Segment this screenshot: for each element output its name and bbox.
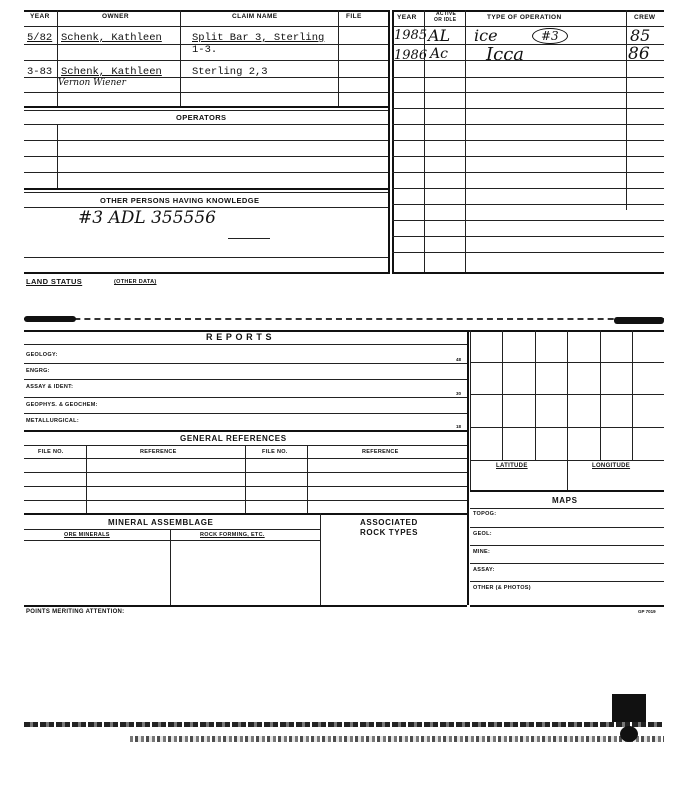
op-row-1-year: 1985 — [394, 28, 428, 43]
separator-right-cap — [614, 317, 664, 324]
op-row-2-status: Ac — [430, 46, 448, 62]
maps-topog: TOPOG: — [473, 511, 497, 517]
op-row-2-year: 1986 — [394, 48, 428, 63]
owner-row-2-year: 3-83 — [27, 66, 53, 78]
report-geology-label: GEOLOGY: — [26, 352, 58, 358]
report-metallurgical-label: METALLURGICAL: — [26, 418, 79, 424]
general-references-heading: GENERAL REFERENCES — [180, 434, 287, 443]
longitude-label: LONGITUDE — [592, 463, 631, 469]
op-row-1-crew: 85 — [630, 26, 651, 45]
land-status-sublabel: (OTHER DATA) — [114, 279, 157, 285]
mineral-assemblage-heading: MINERAL ASSEMBLAGE — [108, 518, 214, 527]
maps-mine: MINE: — [473, 549, 491, 555]
scan-dark-blob — [620, 726, 638, 742]
op-row-1-circled: #3 — [532, 28, 568, 44]
associated-rock-types-line2: ROCK TYPES — [360, 528, 419, 537]
rock-forming-header: ROCK FORMING, ETC. — [200, 532, 265, 538]
op-row-2-crew: 86 — [628, 44, 650, 64]
owner-row-1-owner: Schenk, Kathleen — [61, 32, 162, 44]
maps-heading: MAPS — [552, 496, 578, 505]
owner-row-1-year: 5/82 — [27, 32, 53, 44]
scan-noise-band-2 — [130, 736, 664, 742]
header-or-idle: OR IDLE — [434, 17, 457, 23]
separator-bar — [24, 318, 664, 320]
ore-minerals-header: ORE MINERALS — [64, 532, 110, 538]
other-persons-heading: OTHER PERSONS HAVING KNOWLEDGE — [100, 196, 260, 205]
header-year-ops: YEAR — [397, 14, 417, 21]
owner-row-2-owner: Schenk, Kathleen — [61, 66, 162, 78]
ref-header-reference-2: REFERENCE — [362, 449, 399, 455]
report-engrg-label: ENGRG: — [26, 368, 50, 374]
scan-dark-block — [612, 694, 646, 722]
op-row-1-status: AL — [428, 26, 451, 45]
header-owner: OWNER — [102, 13, 129, 20]
points-meriting-attention: POINTS MERITING ATTENTION: — [26, 609, 125, 615]
owner-row-2-claim: Sterling 2,3 — [192, 66, 268, 78]
ref-header-reference-1: REFERENCE — [140, 449, 177, 455]
op-row-1-type: ice — [474, 26, 498, 45]
owner-row-1-claim-cont: 1-3. — [192, 44, 218, 56]
report-geophys-label: GEOPHYS. & GEOCHEM: — [26, 402, 98, 408]
associated-rock-types-line1: ASSOCIATED — [360, 518, 418, 527]
form-number: GP 7019 — [638, 609, 656, 614]
header-file: FILE — [346, 13, 362, 20]
operators-heading: OPERATORS — [176, 113, 227, 122]
report-assay-label: ASSAY & IDENT: — [26, 384, 74, 390]
maps-geol: GEOL: — [473, 531, 492, 537]
owner-row-1-claim: Split Bar 3, Sterling — [192, 32, 325, 44]
report-geology-number: 48 — [456, 357, 462, 362]
owner-row-2-handwritten: Vernon Wiener — [58, 78, 126, 88]
report-metallurgical-number: 18 — [456, 424, 462, 429]
other-persons-note: #3 ADL 355556 — [78, 208, 216, 228]
header-claim-name: CLAIM NAME — [232, 13, 278, 20]
latitude-label: LATITUDE — [496, 463, 528, 469]
maps-other: OTHER (& PHOTOS) — [473, 585, 531, 591]
maps-assay: ASSAY: — [473, 567, 495, 573]
header-crew: CREW — [634, 14, 656, 21]
header-type-of-operation: TYPE OF OPERATION — [487, 14, 562, 21]
land-status-label: LAND STATUS — [26, 277, 83, 286]
op-row-2-type: Icca — [486, 44, 525, 65]
scan-noise-band — [24, 722, 664, 727]
report-assay-number: 30 — [456, 391, 462, 396]
reports-heading: R E P O R T S — [206, 332, 273, 342]
ref-header-file-no-1: FILE NO. — [38, 449, 64, 455]
header-active: ACTIVE — [436, 11, 457, 17]
ref-header-file-no-2: FILE NO. — [262, 449, 288, 455]
header-year: YEAR — [30, 13, 50, 20]
separator-left-cap — [24, 316, 76, 322]
